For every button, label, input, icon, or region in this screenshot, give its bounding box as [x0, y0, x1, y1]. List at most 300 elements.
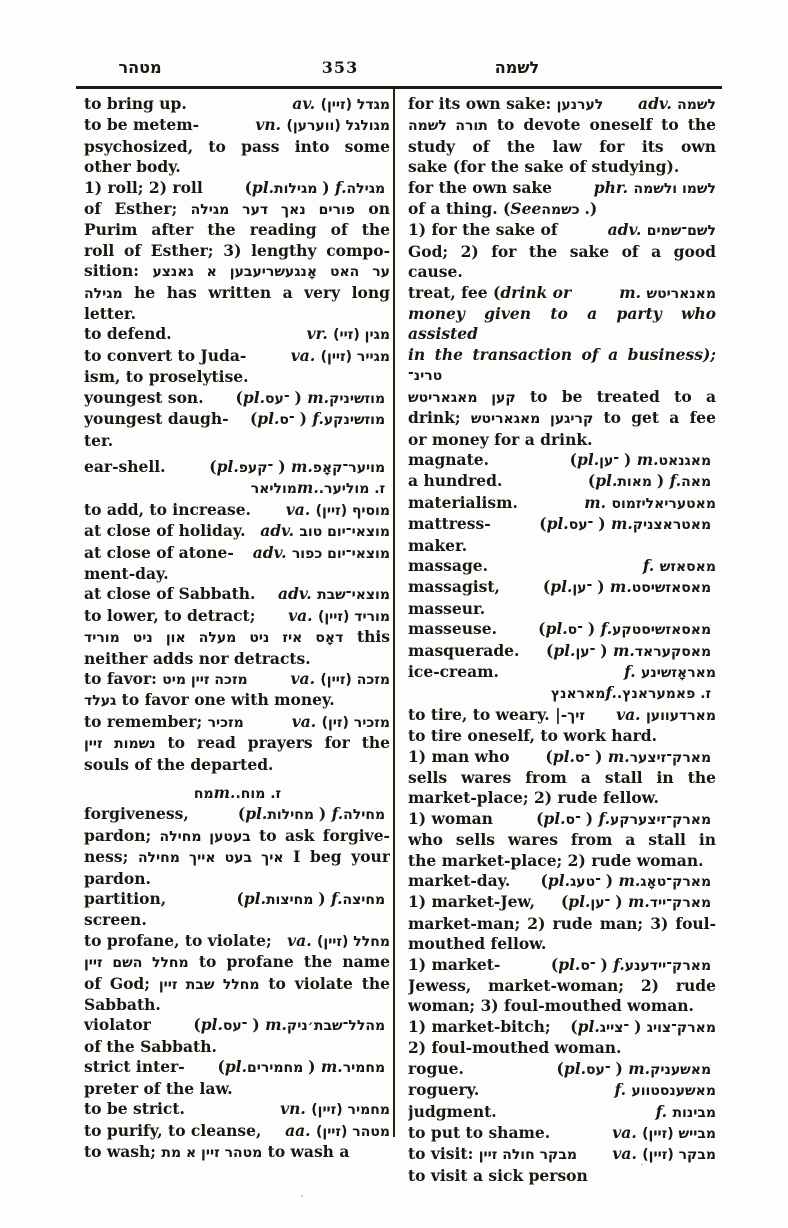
hebrew-text: לערנען [556, 97, 604, 113]
pos-abbrev: f. [598, 808, 610, 828]
pos-abbrev: pl. [546, 514, 569, 534]
dict-line [408, 1166, 716, 1186]
definition-text [84, 669, 248, 690]
english-text: ) [585, 808, 599, 828]
dict-line [84, 564, 390, 584]
hebrew-text: מחיצות [265, 892, 319, 909]
pos-abbrev: va. [285, 499, 316, 519]
hebrew-text: מאסאזשיסט [631, 580, 716, 597]
hebrew-text: ־טעג [569, 874, 606, 891]
pos-abbrev: adv. [607, 220, 647, 240]
headword-group [292, 94, 390, 115]
hebrew-text: ־עס [265, 390, 295, 407]
hebrew-text: מחילה [343, 807, 390, 824]
hebrew-text: מחילות [267, 807, 319, 824]
english-text: to convert to Juda- [84, 345, 247, 365]
hebrew-text: מחלל שבת זיין [158, 976, 260, 993]
hebrew-text: לשמה [677, 97, 716, 113]
definition-text [408, 809, 493, 829]
english-text: of the Sabbath. [84, 1036, 217, 1056]
pos-abbrev: m. [609, 577, 632, 597]
dict-line [84, 804, 390, 825]
dict-line [408, 934, 716, 954]
dict-line [84, 283, 390, 304]
dict-line [84, 974, 390, 995]
dict-line [408, 662, 716, 683]
hebrew-text: מוזשיניק [329, 390, 390, 407]
english-text: 1) market-bitch; [408, 1016, 551, 1036]
dict-line [408, 387, 716, 408]
hebrew-text: מבינות [672, 1104, 716, 1121]
headword-group [612, 1123, 716, 1144]
hebrew-text: מאנאריטש [646, 285, 716, 302]
english-text: ism, to proselytise. [84, 367, 249, 387]
page-number: 353 [321, 58, 359, 77]
pos-abbrev: f. [330, 889, 343, 909]
hebrew-text: מגילה [346, 180, 390, 197]
english-text: .) [584, 199, 598, 219]
dict-line [84, 826, 390, 847]
english-text: ment-day. [84, 563, 169, 583]
pos-abbrev: phr. [593, 177, 634, 197]
hebrew-text: קען מאגאריטש [408, 389, 516, 406]
definition-text [408, 1123, 550, 1143]
dict-line [408, 1059, 716, 1080]
hebrew-text: מאראנץ [545, 686, 606, 703]
english-text: a hundred. [408, 471, 503, 491]
hebrew-text: מאסקעראד [634, 643, 716, 660]
hebrew-text: מזכה זיין מיט [162, 671, 248, 688]
dict-line [408, 220, 716, 241]
hebrew-text: מגילות [274, 180, 323, 197]
english-text: ( [209, 456, 217, 476]
hebrew-text: מגילה [84, 285, 123, 302]
english-text: 1) for the sake of [408, 220, 558, 240]
definition-text [408, 619, 497, 639]
definition-text [84, 584, 255, 604]
definition-text [408, 1080, 479, 1100]
hebrew-text: מארדעווען [645, 707, 716, 724]
hebrew-text: מבקר (זיין) [642, 1147, 716, 1164]
hebrew-text: מאסאזשיסטקע [612, 622, 716, 639]
english-text: ) [623, 449, 637, 469]
pos-abbrev: pl. [577, 449, 600, 469]
hebrew-text: ער האט אָנגעשריעבען א גאנצע [152, 264, 390, 281]
english-text: to devote oneself to the [487, 115, 716, 135]
pos-abbrev: m. [213, 783, 236, 802]
headword-group [237, 889, 391, 910]
hebrew-text: מארק־יידענע [624, 957, 716, 974]
dict-line [84, 847, 390, 868]
definition-text [408, 955, 500, 975]
headword-group [209, 457, 390, 478]
hebrew-text: מאות [617, 474, 657, 491]
hebrew-text: מארק־זיצערקע [610, 811, 716, 828]
english-text: partition, [84, 889, 167, 909]
headword-group [615, 1080, 717, 1101]
english-text: to be strict. [84, 1099, 185, 1119]
dict-line [408, 726, 716, 746]
english-text: of Esther; [84, 199, 191, 219]
pos-abbrev: m. [627, 892, 650, 912]
english-text: to put to shame. [408, 1122, 551, 1142]
headword-group [253, 543, 390, 564]
english-text: maker. [408, 535, 468, 555]
dict-line [408, 493, 716, 514]
dict-line [84, 889, 390, 910]
hebrew-text: מאסאזש [659, 558, 716, 575]
dict-line [84, 1015, 390, 1036]
pos-abbrev: pl. [568, 892, 591, 912]
english-text: market-man; 2) rude man; 3) foul- [408, 913, 716, 933]
english-text: 1) roll; 2) roll [84, 177, 203, 197]
dict-line [84, 431, 390, 451]
pos-abbrev: va. [288, 605, 318, 625]
hebrew-text: מוצאי־יום כפור [291, 545, 390, 562]
dict-line [408, 747, 716, 768]
headword-group [536, 809, 716, 830]
dict-line [84, 690, 390, 711]
dict-line [84, 500, 390, 521]
pos-abbrev: av. [292, 94, 321, 113]
definition-text [408, 220, 558, 240]
english-text: at close of Sabbath. [84, 584, 256, 604]
dict-line [84, 521, 390, 542]
english-text: ( [538, 619, 546, 639]
english-text: ear-shell. [84, 456, 166, 476]
english-text: sition: [84, 261, 153, 281]
hebrew-text: ־עס [586, 1061, 616, 1078]
dict-line [408, 514, 716, 535]
english-text: rogue. [408, 1058, 464, 1078]
definition-text [84, 804, 189, 824]
english-text: ( [540, 871, 548, 891]
dict-line [408, 242, 716, 262]
english-text: to purify, to cleanse, [84, 1120, 262, 1140]
hebrew-text: מאשעניק [650, 1061, 716, 1078]
english-text: ) [600, 640, 613, 660]
pos-abbrev: pl. [595, 471, 618, 491]
english-text: market-place; 2) rude fellow. [408, 788, 659, 808]
dict-line [84, 649, 390, 669]
pos-abbrev: pl. [216, 456, 239, 476]
english-text: he has written a very long [122, 282, 390, 302]
dict-line [84, 931, 390, 952]
dict-line [408, 1144, 716, 1165]
dict-line [408, 304, 716, 345]
english-text: ) [299, 409, 313, 429]
english-text: on [354, 199, 390, 219]
dict-line [408, 1080, 716, 1101]
pos-abbrev: f. [642, 555, 660, 575]
english-text: to profane the name [188, 952, 390, 972]
hebrew-text: ־צייג [599, 1019, 635, 1036]
pos-abbrev: adv. [252, 542, 292, 562]
headword-group [612, 1144, 716, 1165]
english-text: to wash a [262, 1141, 350, 1161]
definition-text [84, 931, 272, 951]
english-text: youngest daugh- [84, 409, 229, 429]
dict-line [84, 367, 390, 387]
english-text: to bring up. [84, 94, 187, 113]
definition-text [84, 346, 246, 366]
dict-line [84, 669, 390, 690]
pos-abbrev: va. [290, 668, 321, 688]
english-text: ) [294, 387, 308, 407]
hebrew-text: מוסיף (זיין) [315, 502, 390, 519]
hebrew-text: מחמיר (זיין) [311, 1102, 390, 1119]
dict-line [408, 283, 716, 304]
english-text: massage. [408, 555, 489, 575]
dict-line [84, 712, 390, 733]
english-text: to get a fee [593, 408, 716, 428]
dict-line [408, 178, 716, 199]
headword-group [288, 606, 390, 627]
english-text: ( [542, 577, 551, 597]
dict-line [408, 577, 716, 598]
pos-abbrev: f. [600, 619, 613, 639]
pos-abbrev: vn. [280, 1099, 312, 1119]
english-text: to be treated to a [515, 386, 716, 406]
dict-line [408, 262, 716, 282]
pos-abbrev: pl. [563, 1058, 587, 1078]
english-text: or money for a drink. [408, 429, 593, 449]
hebrew-text: בעטען מחילה [159, 828, 251, 845]
dict-line [408, 683, 716, 704]
english-text: ( [569, 449, 578, 469]
dict-line [84, 157, 390, 177]
dict-line [84, 755, 390, 775]
english-text: I beg your [283, 847, 390, 867]
pos-abbrev: pl. [550, 577, 573, 597]
hebrew-text: מאשענסטווע [631, 1083, 716, 1100]
hebrew-text: לשם־שמים [646, 223, 716, 240]
english-text: to be metem- [84, 115, 200, 135]
hebrew-text: ־קעפ [238, 459, 279, 476]
pos-abbrev: aa. [285, 1120, 316, 1140]
dict-line [408, 788, 716, 808]
headword-group [616, 705, 716, 726]
english-text: roll of Esther; 3) lengthy compo- [84, 240, 390, 260]
english-text: pardon. [84, 868, 151, 888]
dict-line [84, 115, 390, 136]
definition-text [408, 662, 499, 682]
dict-line [408, 705, 716, 726]
english-text: to favor: [84, 668, 163, 688]
pos-abbrev: f. [655, 1101, 673, 1121]
dict-line [84, 220, 390, 240]
dict-line [84, 137, 390, 157]
english-text: ( [244, 177, 252, 197]
dict-line [84, 94, 390, 115]
pos-abbrev: f. [614, 1080, 632, 1100]
hebrew-text: מגייר (זיין) [320, 348, 390, 365]
hebrew-text: כשמה [541, 202, 585, 219]
dict-line [408, 914, 716, 934]
english-text: this [343, 627, 390, 647]
definition-text [84, 712, 244, 733]
english-text: ( [249, 409, 258, 429]
dict-line [408, 408, 716, 429]
english-text: study of the law for its own [408, 136, 716, 156]
dict-line [84, 457, 390, 478]
definition-text [84, 178, 203, 198]
pos-abbrev: m. [628, 1058, 651, 1078]
english-text: psychosized, to pass into some [84, 136, 390, 156]
header-rule [76, 86, 722, 89]
pos-abbrev: f. [624, 661, 642, 681]
definition-text [408, 178, 552, 198]
english-text: market-day. [408, 871, 511, 891]
definition-text [84, 324, 172, 344]
dict-line [84, 1037, 390, 1057]
dict-line [408, 892, 716, 913]
dict-line [408, 199, 716, 220]
hebrew-text: מוצאי־שבת [317, 587, 390, 604]
hebrew-text: מזכיר [207, 714, 244, 731]
dict-line [84, 261, 390, 282]
pos-abbrev: f. [312, 409, 324, 429]
english-text: ) [615, 1058, 629, 1078]
definition-text [84, 115, 199, 135]
hebrew-text: טרינ־ [408, 368, 443, 385]
pos-abbrev: m. [320, 1057, 343, 1077]
definition-text [408, 1017, 551, 1037]
definition-text [408, 577, 500, 597]
english-text: 1) market- [408, 954, 501, 974]
definition-text [408, 892, 535, 912]
pos-abbrev: adv. [260, 521, 300, 541]
dict-line [84, 1079, 390, 1099]
definition-text [408, 747, 510, 767]
english-text: youngest son. [84, 387, 204, 407]
english-text: Jewess, market-woman; 2) rude [408, 976, 716, 996]
pos-abbrev: va. [616, 704, 646, 724]
hebrew-text: ־ען [599, 452, 624, 469]
english-text: violator [84, 1015, 151, 1035]
english-text: ( [587, 471, 596, 491]
headword-group [291, 346, 390, 367]
english-text: screen. [84, 910, 147, 930]
pos-abbrev: pl. [243, 889, 266, 909]
english-text: ice-cream. [408, 661, 499, 681]
hebrew-text: תורה לשמה [408, 118, 488, 135]
dict-line [408, 556, 716, 577]
english-text: ( [193, 1015, 201, 1035]
hebrew-text: מויער־קאָפ [312, 459, 390, 476]
hebrew-text: מאה [681, 474, 716, 491]
dict-line [408, 809, 716, 830]
hebrew-text: מבייש (זיין) [642, 1125, 716, 1142]
headword-group [561, 892, 716, 913]
definition-text [84, 521, 246, 541]
definition-text [408, 1059, 464, 1079]
headword-group [260, 521, 390, 542]
hebrew-text: ־ען [590, 895, 616, 912]
english-text: roguery. [408, 1080, 480, 1100]
pos-abbrev: m. [265, 1015, 287, 1035]
hebrew-text: מאטעריאליזמוס [611, 495, 716, 512]
english-text: ( [560, 892, 569, 912]
hebrew-text: מגולגל (ווערען) [286, 118, 390, 135]
pos-abbrev: vn. [255, 115, 287, 135]
right-column-text [408, 94, 716, 1186]
dict-line [84, 543, 390, 564]
definition-text [408, 641, 519, 661]
english-text: massagist, [408, 577, 500, 597]
english-text: to visit: [408, 1144, 479, 1164]
hebrew-text: מוזשינקע [323, 412, 390, 429]
headword-group [557, 1059, 716, 1080]
english-text: cause. [408, 262, 463, 282]
english-text: masseur. [408, 598, 486, 618]
english-text: to visit a sick person [408, 1165, 588, 1185]
scan-speck: · [640, 1158, 644, 1172]
definition-text [408, 556, 488, 576]
left-column-text [84, 94, 390, 1163]
english-text: to defend. [84, 324, 172, 344]
pos-abbrev: adv. [277, 584, 318, 604]
pos-abbrev: m. [307, 387, 330, 407]
english-text: ) [252, 1015, 266, 1035]
hebrew-text: מוליאר [245, 481, 297, 498]
headword-group [255, 115, 390, 136]
dict-line [84, 324, 390, 345]
dict-line [408, 471, 716, 492]
headword-group [638, 94, 716, 115]
headword-group [245, 178, 390, 199]
english-text: treat, fee ( [408, 282, 501, 302]
pos-abbrev: m. [607, 746, 630, 766]
hebrew-text: מגדל (זיין) [320, 97, 390, 113]
headword-group [291, 669, 390, 690]
hebrew-text: מארק־ייד [649, 895, 716, 912]
dict-line [408, 1038, 716, 1058]
definition-text [408, 471, 502, 491]
dict-line [84, 304, 390, 324]
english-text: other body. [84, 157, 181, 177]
definition-text [408, 283, 571, 303]
english-text: ) [598, 514, 611, 534]
english-text: at close of atone- [84, 542, 234, 562]
english-text: ( [545, 640, 554, 660]
hebrew-text: מבקר חולה זיין [478, 1147, 578, 1164]
dict-line [408, 599, 716, 619]
hebrew-text: מזכיר (זין) [321, 714, 390, 731]
english-text: strict inter- [84, 1057, 185, 1077]
dict-line [408, 94, 716, 115]
english-text: to violate the [259, 973, 390, 993]
headword-group [656, 1102, 716, 1123]
definition-text [84, 1057, 185, 1077]
english-text: forgiveness, [84, 804, 189, 824]
english-text: ter. [84, 430, 114, 450]
pos-abbrev: m. [610, 514, 633, 534]
english-text: sake (for the sake of studying). [408, 157, 680, 177]
dict-line [84, 995, 390, 1015]
hebrew-text: מח [189, 786, 214, 802]
english-text: Sabbath. [84, 995, 161, 1015]
pos-abbrev: pl. [257, 409, 280, 429]
hebrew-text: ־ס [580, 957, 601, 974]
definition-text [408, 514, 491, 534]
definition-text [84, 543, 234, 563]
english-text: ) [308, 1057, 321, 1077]
hebrew-text: ־ס [574, 749, 596, 766]
english-text: ) [597, 577, 610, 597]
pos-abbrev: pl. [245, 804, 268, 824]
pos-abbrev: pl. [545, 619, 568, 639]
